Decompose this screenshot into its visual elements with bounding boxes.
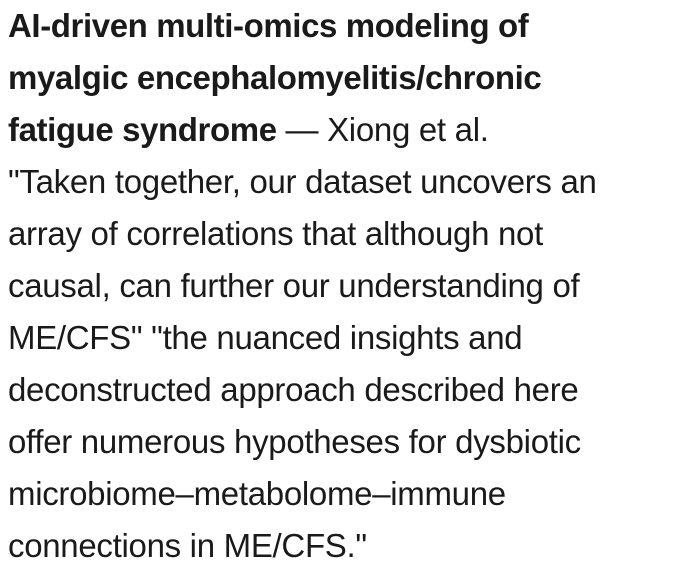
body-text-segment: causal, can further our understanding of [8, 267, 580, 304]
text-line [8, 156, 692, 208]
title-text-segment: AI-driven multi-omics modeling of [8, 7, 529, 44]
text-line [8, 520, 692, 572]
text-line [8, 0, 692, 52]
body-text-segment: "Taken together, our dataset uncovers an [8, 163, 597, 200]
title-text-segment: myalgic encephalomyelitis/chronic [8, 59, 542, 96]
text-line [8, 52, 692, 104]
body-text-segment: microbiome–metabolome–immune [8, 475, 506, 512]
text-line [8, 104, 692, 156]
text-line [8, 468, 692, 520]
title-text-segment: fatigue syndrome [8, 111, 277, 148]
body-text-segment: deconstructed approach described here [8, 371, 579, 408]
body-text-segment: connections in ME/CFS." [8, 527, 367, 564]
paragraph [8, 0, 692, 572]
text-line [8, 208, 692, 260]
text-line [8, 312, 692, 364]
body-text-segment: offer numerous hypotheses for dysbiotic [8, 423, 581, 460]
text-line [8, 416, 692, 468]
text-line [8, 260, 692, 312]
body-text-segment: array of correlations that although not [8, 215, 543, 252]
body-text-segment: — Xiong et al. [276, 111, 489, 148]
body-text-segment: ME/CFS" "the nuanced insights and [8, 319, 523, 356]
text-line [8, 364, 692, 416]
